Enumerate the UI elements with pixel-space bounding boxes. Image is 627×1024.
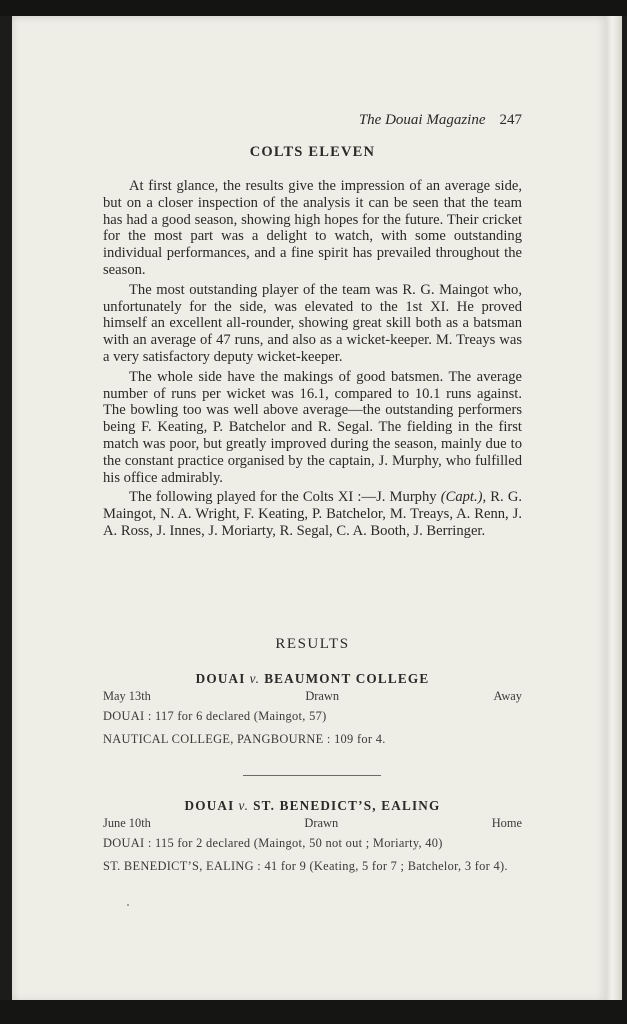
- section-divider: [243, 775, 381, 776]
- match-score-home: DOUAI : 117 for 6 declared (Maingot, 57): [103, 709, 327, 723]
- match-outcome: Drawn: [304, 816, 339, 830]
- article-body: [103, 178, 522, 543]
- match-result: [103, 671, 522, 747]
- match-score-away: NAUTICAL COLLEGE, PANGBOURNE : 109 for 4.: [103, 732, 386, 746]
- magazine-title: The Douai Magazine: [358, 112, 486, 128]
- match-title: [103, 671, 522, 686]
- match-score-home: DOUAI : 115 for 2 declared (Maingot, 50 not out ; Moriarty, 40): [103, 836, 443, 850]
- match-result: [103, 798, 522, 874]
- match-versus: v.: [249, 671, 261, 686]
- page-number: 247: [499, 112, 522, 128]
- paragraph-2: The most outstanding player of the team was R. G. Maingot who, unfortunately for the side, was elevated to the 1st XI. He proved himself an excellent all-rounder, showing great skill both as a batsman with an average of 47 runs, and also as a wicket-keeper. M. Treays was a very satisfactory deputy wicket-keeper.: [103, 281, 522, 365]
- paragraph-3: The whole side have the makings of good batsmen. The average number of runs per wicket was 16.1, compared to 10.1 runs against. The bowling too was well above average—the outstanding performers being F. Keating, P. Batchelor and R. Segal. The fielding in the first match was poor, but greatly improved during the season, mainly due to the constant practice organised by the captain, J. Murphy, who fulfilled his office admirably.: [103, 368, 522, 486]
- match-home-team: DOUAI: [195, 671, 246, 686]
- results-heading: RESULTS: [275, 636, 350, 652]
- match-score-away: ST. BENEDICT’S, EALING : 41 for 9 (Keating, 5 for 7 ; Batchelor, 3 for 4).: [103, 859, 508, 873]
- captain-abbrev: (Capt.),: [440, 489, 487, 506]
- match-date: May 13th: [103, 689, 151, 703]
- paragraph-4-lead: The following played for the Colts XI :—J. Murphy: [129, 489, 437, 506]
- match-title: [103, 798, 522, 813]
- match-venue: Home: [491, 816, 522, 830]
- match-info-row: [103, 689, 522, 704]
- match-info-row: [103, 816, 522, 831]
- scanner-border-top: [0, 0, 627, 16]
- match-opponent: BEAUMONT COLLEGE: [264, 671, 430, 686]
- scanner-border-bottom: [0, 1000, 627, 1024]
- paper-speck: [127, 904, 129, 906]
- match-opponent: ST. BENEDICT’S, EALING: [253, 798, 441, 813]
- paragraph-1: At first glance, the results give the impression of an average side, but on a closer inspection of the analysis it can be seen that the team has had a good season, showing high hopes for the future. Their cricket for the most part was a delight to watch, with some outstanding individual performances, and a fine spirit has prevailed throughout the season.: [103, 178, 522, 278]
- match-date: June 10th: [103, 816, 151, 830]
- page-edge: [606, 16, 622, 1002]
- match-versus: v.: [238, 798, 250, 813]
- match-outcome: Drawn: [305, 689, 340, 703]
- paragraph-4-rest: R. G. Maingot, N. A. Wright, F. Keating, P. Batchelor, M. Treays, A. Renn, J. A. Ross, J. Innes, J. Moriarty, R. Segal, C. A. Booth, J. Berringer.: [103, 489, 523, 539]
- match-home-team: DOUAI: [184, 798, 235, 813]
- match-venue: Away: [493, 689, 522, 703]
- paragraph-4: [103, 489, 522, 539]
- running-head: [103, 112, 522, 129]
- section-title: COLTS ELEVEN: [249, 144, 376, 160]
